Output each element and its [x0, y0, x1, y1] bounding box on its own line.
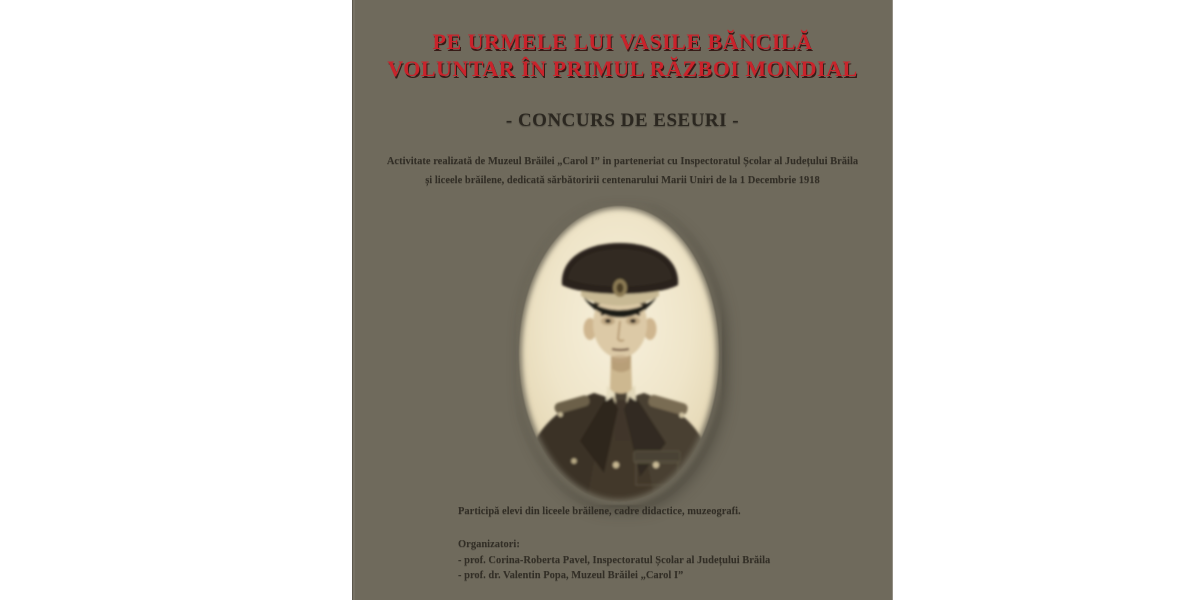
poster-title-line1: PE URMELE LUI VASILE BĂNCILĂ: [432, 29, 813, 54]
poster-description-line1: Activitate realizată de Muzeul Brăilei „Carol I” in parteneriat cu Inspectoratul Școlar al Județului Brăila: [386, 156, 859, 167]
organizers-heading: Organizatori:: [458, 539, 520, 550]
poster: [352, 0, 893, 600]
portrait-photo-graphic: [516, 203, 722, 505]
organizer-item: - prof. Corina-Roberta Pavel, Inspectoratul Școlar al Județului Brăila: [458, 554, 771, 566]
portrait-photo: [516, 203, 722, 505]
organizers-block: [458, 537, 770, 584]
organizer-item: - prof. dr. Valentin Popa, Muzeul Brăilei „Carol I”: [458, 570, 684, 581]
poster-title: [353, 28, 892, 82]
participants-text: Participă elevi din liceele brăilene, cadre didactice, muzeografi.: [458, 506, 741, 517]
poster-subtitle: - CONCURS DE ESEURI -: [505, 110, 740, 131]
poster-description: [353, 152, 892, 190]
poster-title-line2: VOLUNTAR ÎN PRIMUL RĂZBOI MONDIAL: [387, 56, 858, 81]
poster-description-line2: și liceele brăilene, dedicată sărbătoririi centenarului Marii Uniri de la 1 Decembrie 1918: [425, 175, 820, 186]
